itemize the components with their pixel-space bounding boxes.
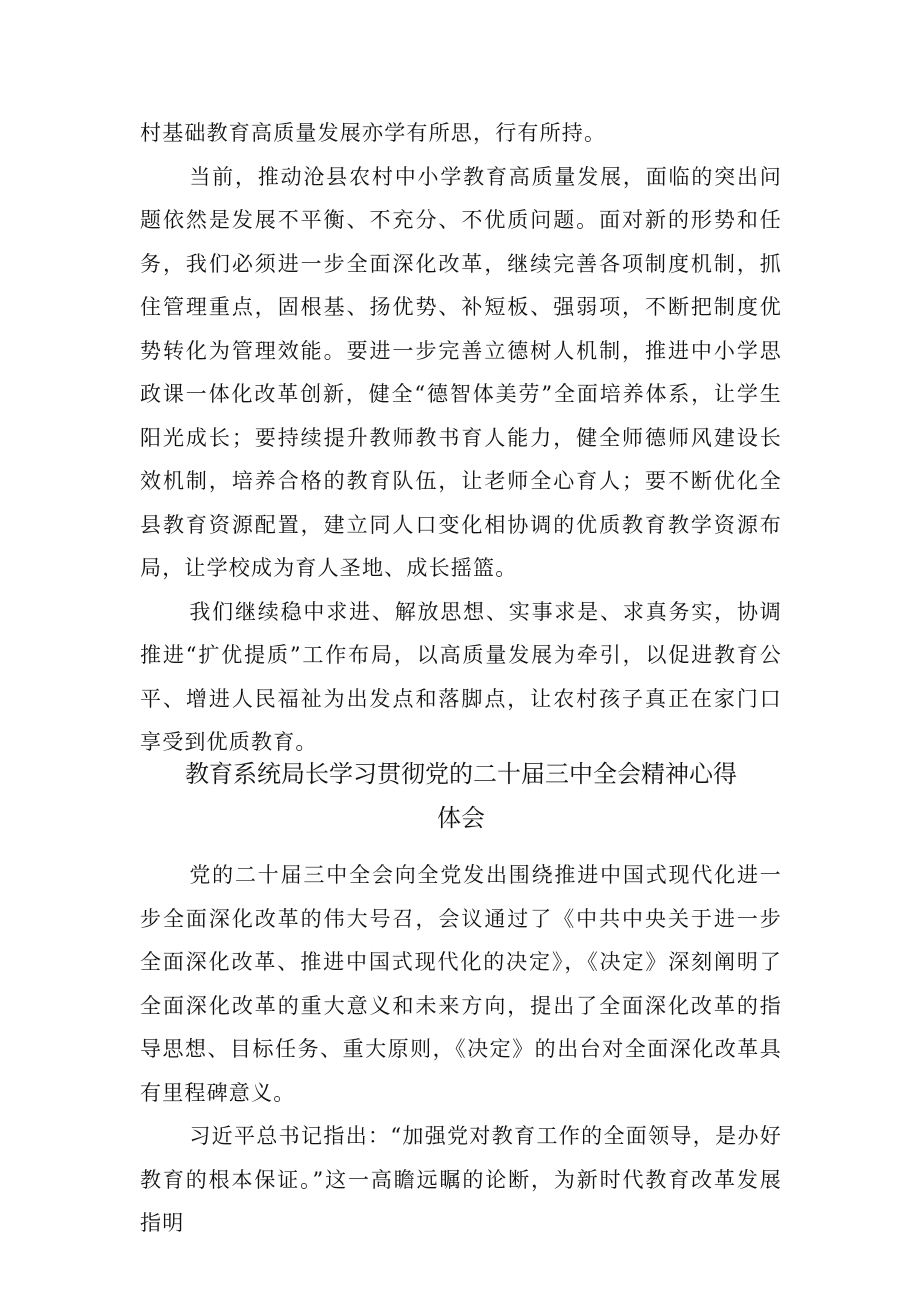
paragraph-plenum-intro: 党的二十届三中全会向全党发出围绕推进中国式现代化进一步全面深化改革的伟大号召，会议通过了《中共中央关于进一步全面深化改革、推进中国式现代化的决定》，《决定》深刻阐明了全面深化改革的重大意义和未来方向，提出了全面深化改革的指导思想、目标任务、重大原则，《决定》的出台对全面深化改革具有里程碑意义。: [140, 863, 782, 1105]
paragraph-continuation: 村基础教育高质量发展亦学有所思，行有所持。: [140, 121, 607, 145]
paragraph-current-issues: 当前，推动沧县农村中小学教育高质量发展，面临的突出问题依然是发展不平衡、不充分、不优质问题。面对新的形势和任务，我们必须进一步全面深化改革，继续完善各项制度机制，抓住管理重点，固根基、扬优势、补短板、强弱项，不断把制度优势转化为管理效能。要进一步完善立德树人机制，推进中小学思政课一体化改革创新，健全“德智体美劳”全面培养体系，让学生阳光成长；要持续提升教师教书育人能力，健全师德师风建设长效机制，培养合格的教育队伍，让老师全心育人；要不断优化全县教育资源配置，建立同人口变化相协调的优质教育教学资源布局，让学校成为育人圣地、成长摇篮。: [140, 164, 782, 580]
bottom-text-section: [140, 854, 782, 1246]
article-title-line-2: 体会: [437, 803, 485, 832]
paragraph-conclusion: 我们继续稳中求进、解放思想、实事求是、求真务实，协调推进“扩优提质”工作布局，以高质量发展为牵引，以促进教育公平、增进人民福祉为出发点和落脚点，让农村孩子真正在家门口享受到优质教育。: [140, 599, 782, 754]
article-title-line-1: 教育系统局长学习贯彻党的二十届三中全会精神心得: [185, 759, 737, 788]
article-title: [140, 752, 782, 840]
paragraph-xi-quote: 习近平总书记指出：“加强党对教育工作的全面领导，是办好教育的根本保证。”这一高瞻远瞩的论断，为新时代教育改革发展指明: [140, 1124, 782, 1235]
top-text-section: [140, 112, 782, 765]
